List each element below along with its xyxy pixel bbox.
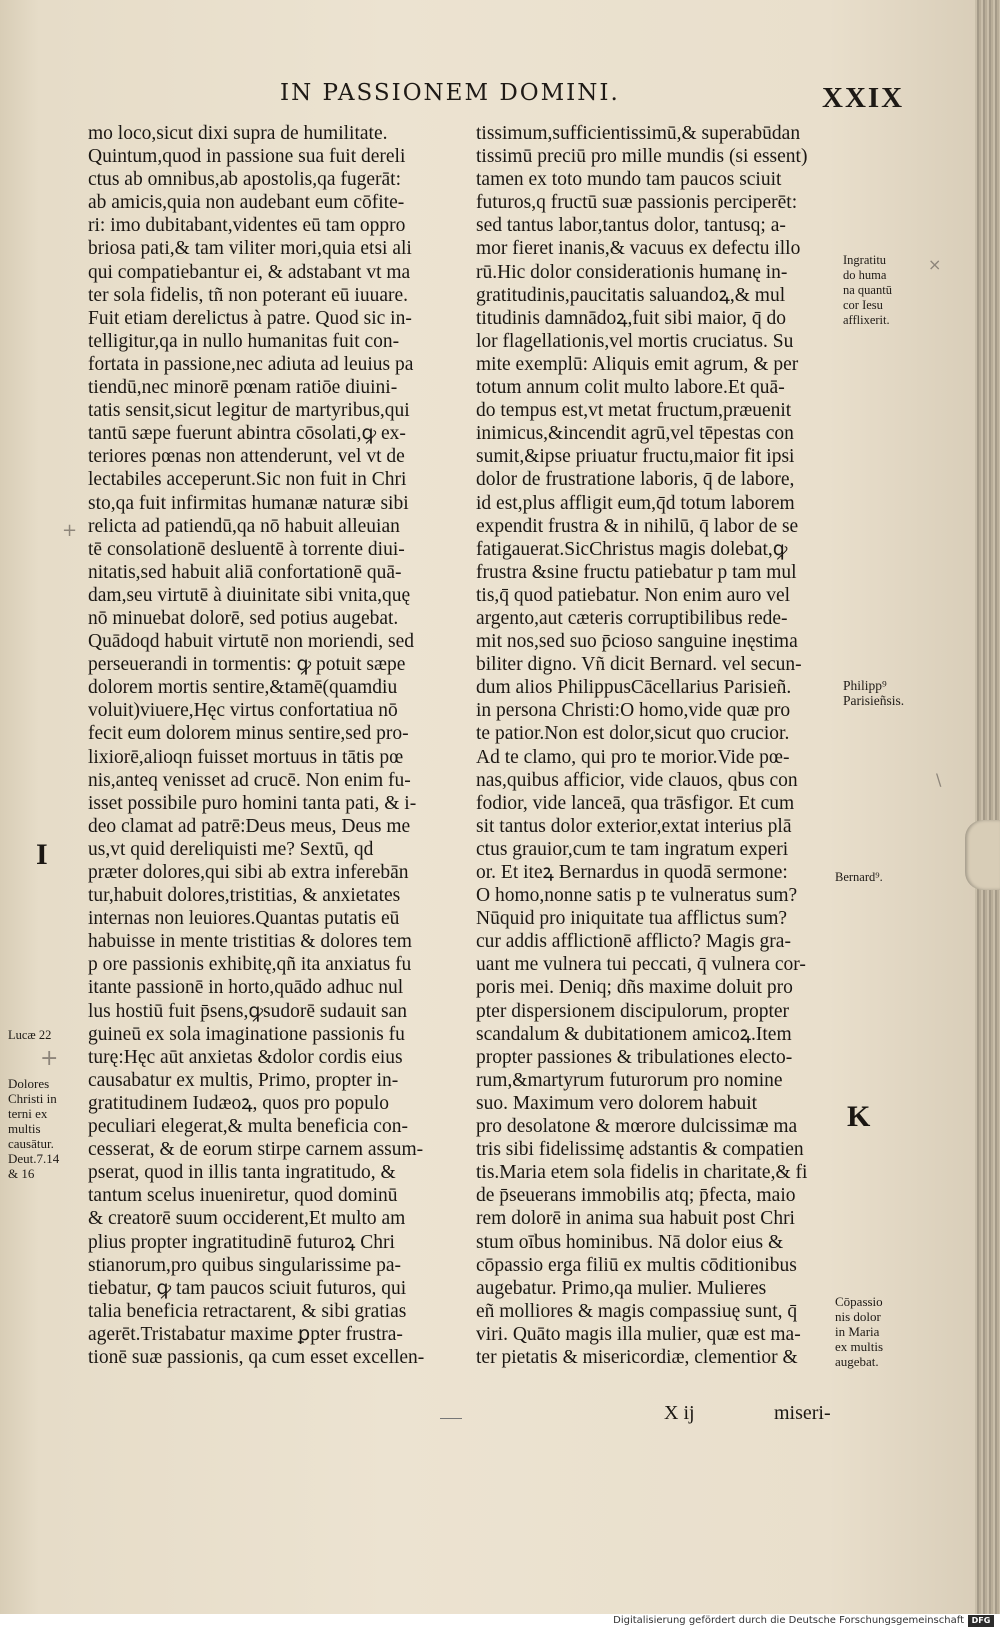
text-line: briosa pati,& tam viliter mori,quia etsi ali xyxy=(88,238,412,260)
margin-note-philippus xyxy=(843,678,904,708)
text-line: tantum scelus inueniretur, quod dominū xyxy=(88,1185,398,1207)
text-line: lectabiles acceperunt.Sic non fuit in Chri xyxy=(88,469,407,491)
margin-note-line: Cōpassio xyxy=(835,1294,883,1309)
text-line: pter dispersionem discipulorum, propter xyxy=(476,1000,790,1022)
text-line: tissimū preciū pro mille mundis (si essent) xyxy=(476,146,808,168)
dfg-logo: DFG xyxy=(968,1615,994,1627)
running-head: IN PASSIONEM DOMINI. xyxy=(280,80,620,106)
text-line: nas,quibus afficior, vide clauos, qbus con xyxy=(476,769,798,791)
text-line: expendit frustra & in nihilū, q̄ labor de se xyxy=(476,515,799,537)
text-line: dum alios PhilippusCācellarius Parisieñ. xyxy=(476,677,792,699)
margin-note-luca xyxy=(8,1028,51,1043)
text-line: tis,q̄ quod patiebatur. Non enim auro vel xyxy=(476,584,791,606)
text-line: de p̄seuerans immobilis atq; p̄fecta, maio xyxy=(476,1185,796,1207)
text-line: ter sola fidelis, tñ non poterant eū iuuare. xyxy=(88,284,409,306)
page-edge-stack xyxy=(975,0,1000,1614)
text-line: turę:Hęc aūt anxietas &dolor cordis eius xyxy=(88,1046,403,1068)
text-line: Nūquid pro iniquitate tua afflictus sum? xyxy=(476,908,788,930)
margin-note-line: augebat. xyxy=(835,1354,879,1369)
text-line: dam,seu virtutē à diuinitate sibi vnita,quę xyxy=(88,584,411,606)
text-line: scandalum & dubitationem amicoꝝ.Item xyxy=(476,1023,792,1045)
text-line: stum oībus hominibus. Nā dolor eius & xyxy=(476,1231,784,1253)
margin-note-line: do huma xyxy=(843,268,887,282)
text-line: O homo,nonne satis p te vulneratus sum? xyxy=(476,885,798,907)
text-line: viri. Quāto magis illa mulier, quæ est ma- xyxy=(476,1323,801,1345)
text-line: lor flagellationis,vel mortis cruciatus. Su xyxy=(476,330,794,352)
text-line: guineū ex sola imaginatione passionis fu xyxy=(88,1023,405,1045)
margin-note-dolores xyxy=(8,1076,59,1181)
margin-note-bernardus xyxy=(835,870,883,885)
text-line: mite exemplū: Aliquis emit agrum, & per xyxy=(476,353,799,375)
text-line: mit nos,sed suo p̄cioso sanguine inęstima xyxy=(476,631,798,653)
text-line: teriores pœnas non attenderunt, vel vt de xyxy=(88,446,405,468)
text-line: deo clamat ad patrē:Deus meus, Deus me xyxy=(88,815,411,837)
text-line: id est,plus affligit eum,q̄d totum laborem xyxy=(476,492,795,514)
text-line: peculiari elegerat,& multa beneficia con- xyxy=(88,1116,408,1138)
margin-note-line: cor Iesu xyxy=(843,298,883,312)
margin-note-line: Bernard⁹. xyxy=(835,870,883,884)
text-line: gratitudinem Iudæoꝝ, quos pro populo xyxy=(88,1092,390,1114)
text-line: tantū sæpe fuerunt abintra cōsolati,ꝙ ex- xyxy=(88,423,406,445)
signature-mark: X ij xyxy=(664,1402,695,1424)
text-line: titudinis damnādoꝝ,fuit sibi maior, q̄ do xyxy=(476,307,787,329)
text-line: cesserat, & de eorum stirpe carnem assum- xyxy=(88,1139,424,1161)
text-line: Quintum,quod in passione sua fuit dereli xyxy=(88,146,406,168)
text-line: tionē suæ passionis, qa cum esset excellen- xyxy=(88,1346,425,1368)
text-line: nō minuebat dolorē, sed potius augebat. xyxy=(88,607,399,629)
margin-note-line: nis dolor xyxy=(835,1309,881,1324)
margin-note-line: Dolores xyxy=(8,1076,50,1091)
text-line: præter dolores,qui sibi ab extra inferebān xyxy=(88,862,409,883)
text-line: poris mei. Deniq; dñs maxime doluit pro xyxy=(476,977,793,999)
foot-rule xyxy=(440,1418,462,1419)
text-line: stianorum,pro quibus singularissime pa- xyxy=(88,1254,402,1276)
text-line: sed tantus labor,tantus dolor, tantusq; a- xyxy=(476,215,786,237)
text-line: mor fieret inanis,& vacuus ex defectu illo xyxy=(476,238,801,260)
text-line: Ad te clamo, qui pro te morior.Vide pœ- xyxy=(476,746,790,768)
text-line: p ore passionis exhibitę,qñ ita anxiatus fu xyxy=(88,954,412,976)
text-line: habuisse in mente tristitias & dolores tem xyxy=(88,931,412,953)
text-line: isset possibile puro homini tanta pati, & i- xyxy=(88,792,417,814)
text-line: augebatur. Primo,qa mulier. Mulieres xyxy=(476,1277,767,1299)
text-line: fodior, vide lanceā, qua trāsfigor. Et cum xyxy=(476,792,795,814)
text-line: lus hostiū fuit p̄sens,ꝙsudorē sudauit san xyxy=(88,1000,408,1022)
margin-note-line: Deut.7.14 xyxy=(8,1151,60,1166)
text-line: nitatis,sed habuit aliā confortationē quā- xyxy=(88,561,402,583)
text-line: us,vt quid dereliquisti me? Sextū, qd xyxy=(88,838,374,860)
text-line: nis,anteq venisset ad crucē. Non enim fu- xyxy=(88,769,411,791)
margin-note-line: afflixerit. xyxy=(843,313,890,327)
text-line: telligitur,qa in nullo humanitas fuit con- xyxy=(88,330,400,352)
margin-note-line: & 16 xyxy=(8,1166,35,1181)
text-line: uant me vulnera tui peccati, q̄ vulnera cor- xyxy=(476,954,806,976)
margin-note-line: ex multis xyxy=(835,1339,884,1354)
text-line: tē consolationē desluentē à torrente diui- xyxy=(88,538,405,560)
text-line: fatigauerat.SicChristus magis dolebat,ꝙ xyxy=(476,538,788,560)
text-line: rū.Hic dolor considerationis humanę in- xyxy=(476,261,788,283)
text-line: cur addis afflictionē afflicto? Magis gra- xyxy=(476,931,791,953)
text-line: sit tantus dolor exterior,extat interius plā xyxy=(476,815,792,837)
text-line: tiendū,nec minorē pœnam ratiōe diuini- xyxy=(88,377,398,399)
text-line: mo loco,sicut dixi supra de humilitate. xyxy=(88,123,388,144)
text-line: causabatur ex multis, Primo, propter in- xyxy=(88,1069,399,1091)
text-line: perseuerandi in tormentis: ꝙ potuit sæpe xyxy=(88,654,406,676)
text-line: internas non leuiores.Quantas putatis eū xyxy=(88,908,400,930)
margin-note-line: Christi in xyxy=(8,1091,57,1106)
text-line: ctus grauior,cum te tam ingratum experi xyxy=(476,838,789,860)
right-text-column xyxy=(476,122,846,1369)
pencil-cross-mark: + xyxy=(62,520,78,541)
text-line: inimicus,&incendit agrū,vel tēpestas con xyxy=(476,423,794,445)
page-foot xyxy=(664,1402,831,1425)
text-line: talia beneficia retractarent, & sibi gratias xyxy=(88,1300,407,1322)
text-line: gratitudinis,paucitatis saluandoꝝ,& mul xyxy=(476,284,786,306)
text-line: suo. Maximum vero dolorem habuit xyxy=(476,1092,758,1114)
margin-note-line: terni ex xyxy=(8,1106,48,1121)
text-line: qui compatiebantur ei, & adstabant vt ma xyxy=(88,261,411,283)
text-line: tamen ex toto mundo tam paucos sciuit xyxy=(476,169,782,191)
text-line: dolorem mortis sentire,&tamē(quamdiu xyxy=(88,677,398,699)
text-line: tis.Maria etem sola fidelis in charitate,& fi xyxy=(476,1162,808,1184)
text-line: pro desolatone & mœrore dulcissimæ ma xyxy=(476,1116,798,1138)
funding-credit: Digitalisierung gefördert durch die Deutsche Forschungsgemeinschaft xyxy=(613,1615,964,1626)
text-line: ctus ab omnibus,ab apostolis,qa fugerāt: xyxy=(88,169,402,191)
text-line: lixiorē,alioqn fuisset mortuus in tātis pœ xyxy=(88,746,404,768)
text-line: tur,habuit dolores,tristitias, & anxietates xyxy=(88,885,401,907)
margin-note-line: Ingratitu xyxy=(843,253,887,267)
margin-note-line: causātur. xyxy=(8,1136,54,1151)
margin-note-ingratitudo xyxy=(843,253,892,328)
text-line: biliter digno. Vñ dicit Bernard. vel secun- xyxy=(476,654,802,676)
text-line: pserat, quod in illis tanta ingratitudo, & xyxy=(88,1162,396,1184)
text-line: relicta ad patiendū,qa nō habuit alleuian xyxy=(88,515,400,537)
text-line: tiebatur, ꝙ tam paucos sciuit futuros, qui xyxy=(88,1277,407,1299)
text-line: in persona Christi:O homo,vide quæ pro xyxy=(476,700,791,722)
text-line: cōpassio erga filiū ex multis cōditionibus xyxy=(476,1254,797,1276)
text-line: totum annum colit multo labore.Et quā- xyxy=(476,377,785,399)
text-line: rem dolorē in anima sua habuit post Chri xyxy=(476,1208,795,1230)
text-line: fortata in passione,nec adiuta ad leuius pa xyxy=(88,353,414,375)
text-line: tris sibi fidelissimę adstantis & compatien xyxy=(476,1139,804,1161)
text-line: frustra &sine fructu patiebatur p tam mul xyxy=(476,561,797,583)
margin-note-line: Philipp⁹ xyxy=(843,678,887,693)
text-line: ri: imo dubitabant,videntes eū tam oppro xyxy=(88,215,406,237)
margin-note-compassio xyxy=(835,1294,883,1369)
margin-note-line: na quantū xyxy=(843,283,892,297)
text-line: ab amicis,quia non audebant eum cōfite- xyxy=(88,192,405,214)
text-line: dolor de frustratione laboris, q̄ de labore, xyxy=(476,469,795,491)
pencil-cross-mark: × xyxy=(928,255,942,274)
text-line: propter passiones & tribulationes electo- xyxy=(476,1046,793,1068)
text-line: voluit)viuere,Hęc virtus confortatiua nō xyxy=(88,700,398,722)
text-line: futuros,q fructū suæ passionis perciperēt: xyxy=(476,192,798,214)
text-line: do tempus est,vt metat fructum,præuenit xyxy=(476,400,792,422)
folio-number: XXIX xyxy=(822,82,905,114)
text-line: sumit,&ipse priuatur fructu,maior fit ipsi xyxy=(476,446,795,468)
text-line: argento,aut cæteris corruptibilibus rede- xyxy=(476,607,788,629)
bookmark-tab xyxy=(965,820,1000,890)
text-line: tatis sensit,sicut legitur de martyribus,qui xyxy=(88,400,410,422)
pencil-tick-mark: \ xyxy=(936,770,942,789)
text-line: tissimum,sufficientissimū,& superabūdan xyxy=(476,123,801,144)
margin-note-line: Lucæ 22 xyxy=(8,1028,52,1042)
text-line: fecit eum dolorem minus sentire,sed pro- xyxy=(88,723,409,745)
text-line: or. Et iteꝝ Bernardus in quodā sermone: xyxy=(476,862,788,883)
text-line: eñ molliores & magis compassiuę sunt, q̄ xyxy=(476,1300,798,1322)
text-line: itante passionē in horto,quādo adhuc nul xyxy=(88,977,404,999)
text-line: rum,&martyrum futurorum pro nomine xyxy=(476,1069,783,1091)
margin-note-line: in Maria xyxy=(835,1324,880,1339)
text-line: Fuit etiam derelictus à patre. Quod sic in- xyxy=(88,307,412,329)
section-letter-right: K xyxy=(847,1100,871,1133)
pencil-cross-mark: + xyxy=(40,1046,59,1071)
text-line: sto,qa fuit infirmitas humanæ naturæ sibi xyxy=(88,492,409,514)
text-line: Quādoqd habuit virtutē non moriendi, sed xyxy=(88,631,415,653)
text-line: plius propter ingratitudinē futuroꝝ Chri xyxy=(88,1231,395,1253)
text-line: te patior.Non est dolor,sicut quo crucior. xyxy=(476,723,790,745)
text-line: & creatorē suum occiderent,Et multo am xyxy=(88,1208,406,1230)
catchword: miseri- xyxy=(774,1402,831,1424)
text-line: ter pietatis & misericordiæ, clementior & xyxy=(476,1346,798,1368)
text-line: agerēt.Tristabatur maxime ꝑpter frustra- xyxy=(88,1323,403,1345)
left-text-column xyxy=(88,122,458,1369)
margin-note-line: Parisieñsis. xyxy=(843,693,905,708)
margin-note-line: multis xyxy=(8,1121,41,1136)
section-letter-left: I xyxy=(36,838,48,871)
